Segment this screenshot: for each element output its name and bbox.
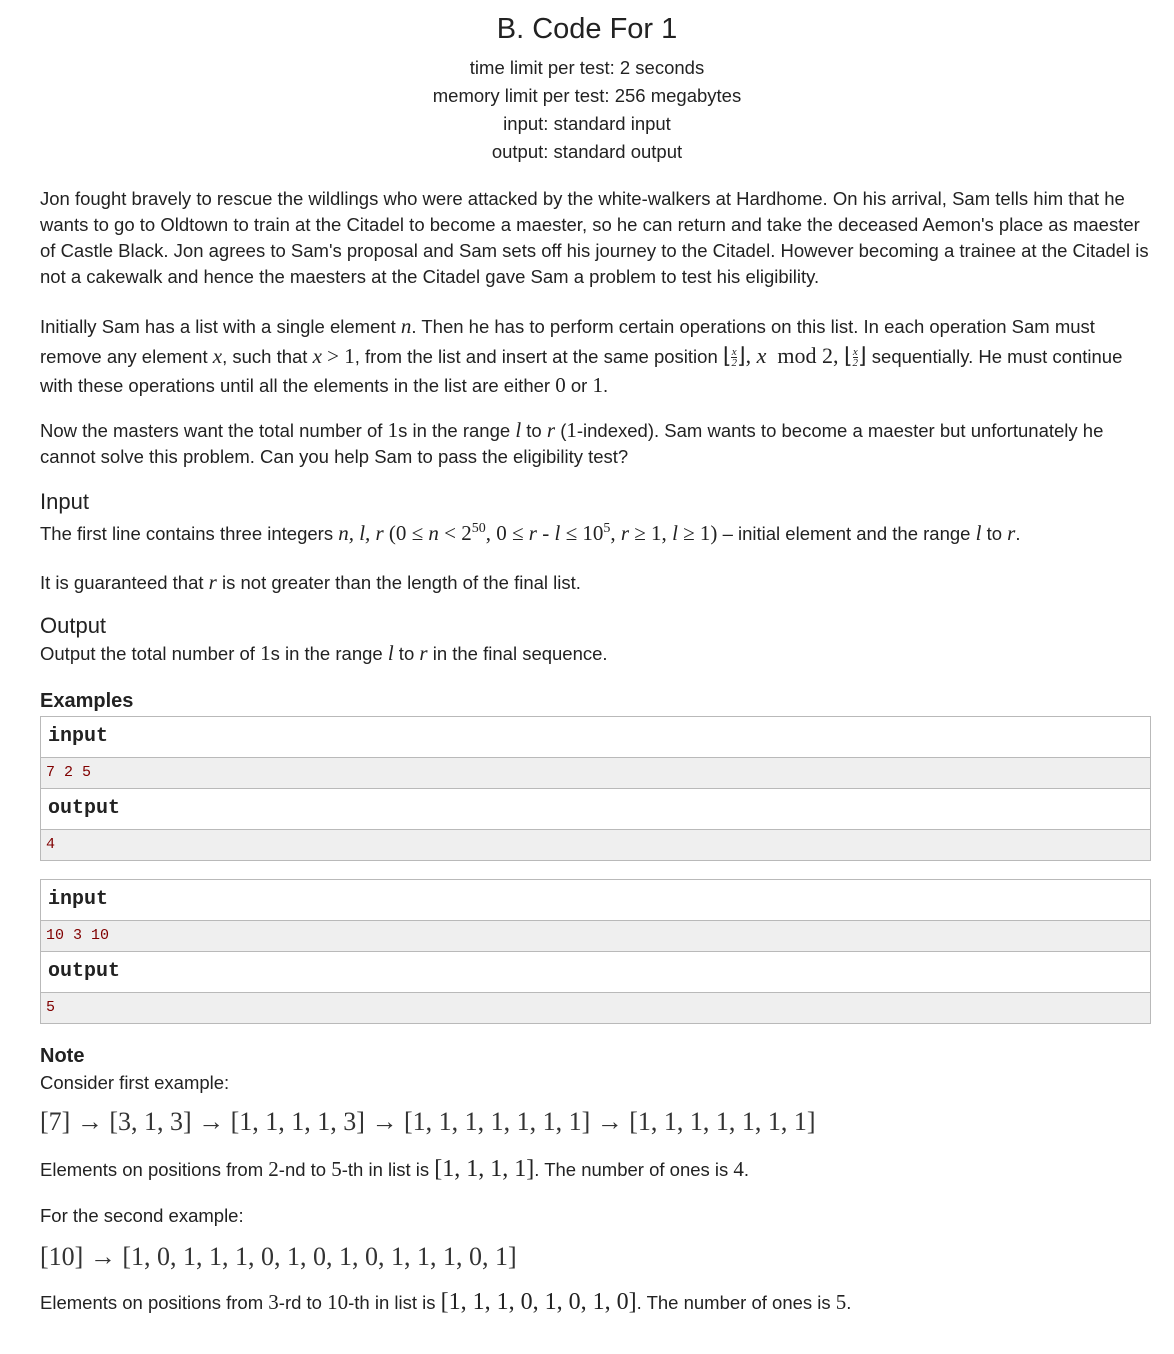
math: 10 [327, 1290, 349, 1314]
math-constraints: ($0 \le n < 2^{50}$, $0 \le r - l \le 10^5$, r ≥ 1, l ≥ 1) [388, 521, 718, 545]
math: 5 [331, 1157, 342, 1181]
text: . The number of ones is [636, 1292, 836, 1313]
input-section-title: Input [40, 489, 89, 514]
input-guarantee [40, 569, 1152, 596]
math-one: 1 [592, 373, 603, 397]
examples-section [40, 688, 1152, 1024]
text: in the final sequence. [427, 643, 608, 664]
text: -rd to [278, 1292, 328, 1313]
text: ( [555, 420, 567, 441]
text: -th in list is [348, 1292, 441, 1313]
problem-title: B. Code For 1 [496, 13, 678, 45]
math: 5 [835, 1290, 847, 1314]
text: Now the masters want the total number of [40, 420, 388, 441]
input-file: input: standard input [503, 113, 671, 134]
statement-paragraph-2-block [40, 312, 1152, 401]
text: Elements on positions from [40, 1292, 269, 1313]
text: to [521, 420, 547, 441]
example-input-data[interactable]: 7 2 5 [41, 758, 1150, 789]
statement-paragraph-3 [40, 417, 1152, 470]
text: s in the range [398, 420, 516, 441]
time-limit: time limit per test: 2 seconds [469, 57, 705, 78]
problem-limits [0, 54, 1174, 166]
math-r: r [1007, 521, 1016, 545]
note-positions-2 [40, 1289, 1152, 1316]
text: -th in list is [341, 1159, 435, 1180]
text: to [393, 643, 420, 664]
text: . [743, 1159, 750, 1180]
example-1 [40, 716, 1151, 861]
output-section-title: Output [40, 613, 107, 638]
math: 3 [268, 1290, 279, 1314]
note-sequence-2: [10] → [1, 0, 1, 1, 1, 0, 1, 0, 1, 0, 1, 1, 1, 0, 1] [40, 1242, 517, 1271]
text: . Then he has to perform certain operations on this list. In each operation Sam must remove any element [40, 316, 1095, 367]
example-output-data[interactable]: 5 [41, 993, 1150, 1023]
example-input-label: input [41, 717, 1150, 758]
note-section [40, 1042, 1152, 1316]
text: The first line contains three integers [40, 523, 339, 544]
math-operations: ⌊ $\frac{x}{2}$ ⌋, x mod 2, ⌊ $\frac{x}{2}$ ⌋ [722, 342, 867, 369]
text: Elements on positions from [40, 1159, 269, 1180]
text: Output the total number of [40, 643, 261, 664]
statement-paragraph-3-block [40, 417, 1152, 470]
text: -indexed). Sam wants to become a maester but unfortunately he cannot solve this problem. Can you help Sam to pass the eligibility test? [40, 420, 1104, 467]
note-first-intro: Consider first example: [40, 1072, 230, 1093]
math-r: r [419, 641, 428, 665]
example-output-label: output [41, 952, 1150, 993]
math-condition: x > 1 [312, 343, 355, 368]
note-second-intro: For the second example: [40, 1205, 244, 1226]
example-output-label: output [41, 789, 1150, 830]
example-input-label: input [41, 880, 1150, 921]
text: . [602, 375, 609, 396]
note-title: Note [40, 1045, 85, 1067]
math-one: 1 [387, 418, 399, 442]
text: -nd to [278, 1159, 332, 1180]
output-section [40, 612, 1152, 667]
math-one: 1 [566, 418, 577, 442]
examples-title: Examples [40, 690, 134, 712]
note-sequence-1: [7] → [3, 1, 3] → [1, 1, 1, 1, 3] → [1, 1, 1, 1, 1, 1, 1] → [1, 1, 1, 1, 1, 1, 1] [40, 1107, 816, 1136]
text: . [1015, 523, 1021, 544]
text: . [846, 1292, 852, 1313]
math: 4 [733, 1157, 744, 1181]
text: sequentially. He must continue with these operations until all the elements in the list are either [40, 345, 1123, 396]
example-2 [40, 879, 1151, 1024]
text: Initially Sam has a list with a single element [40, 316, 401, 337]
text: to [981, 523, 1008, 544]
text: , from the list and insert at the same position [354, 345, 723, 367]
memory-limit: memory limit per test: 256 megabytes [432, 85, 742, 106]
example-output-data[interactable]: 4 [41, 830, 1150, 860]
math-r: r [208, 570, 217, 594]
math-r: r [546, 418, 556, 442]
statement-paragraph-1: Jon fought bravely to rescue the wildlings who were attacked by the white-walkers at Hardhome. On his arrival, Sam tells him that he wants to go to Oldtown to train at the Citadel to become a maester, so he can return and take the deceased Aemon's place as maester of Castle Black. Jon agrees to Sam's proposal and Sam sets off his journey to the Citadel. However becoming a trainee at the Citadel is not a cakewalk and hence the maesters at the Citadel gave Sam a problem to test his eligibility. [40, 188, 1149, 287]
text: , such that [222, 345, 313, 367]
math-zero: 0 [555, 373, 566, 397]
text: – initial element and the range [717, 523, 976, 544]
math-l: l [387, 641, 394, 665]
math-vars: n, l, r [338, 521, 384, 545]
text: It is guaranteed that [40, 572, 209, 593]
math-l: l [515, 418, 522, 442]
statement [40, 186, 1152, 290]
math: [1, 1, 1, 0, 1, 0, 1, 0] [440, 1289, 637, 1315]
math-x: x [212, 343, 223, 368]
example-input-data[interactable]: 10 3 10 [41, 921, 1150, 952]
math-one: 1 [260, 641, 271, 665]
text: . The number of ones is [534, 1159, 734, 1180]
math-l: l [975, 521, 982, 545]
text: s in the range [270, 643, 388, 664]
output-section-text [40, 640, 1152, 667]
math: 2 [268, 1157, 279, 1181]
output-file: output: standard output [491, 141, 683, 162]
input-section [40, 488, 1152, 596]
text: or [565, 375, 593, 396]
statement-paragraph-2 [40, 312, 1152, 401]
input-section-text [40, 516, 1152, 547]
math-n: n [400, 314, 412, 338]
text: is not greater than the length of the final list. [216, 572, 581, 593]
note-positions-1 [40, 1156, 1152, 1183]
math: [1, 1, 1, 1] [434, 1156, 535, 1182]
problem-header [0, 0, 1174, 166]
